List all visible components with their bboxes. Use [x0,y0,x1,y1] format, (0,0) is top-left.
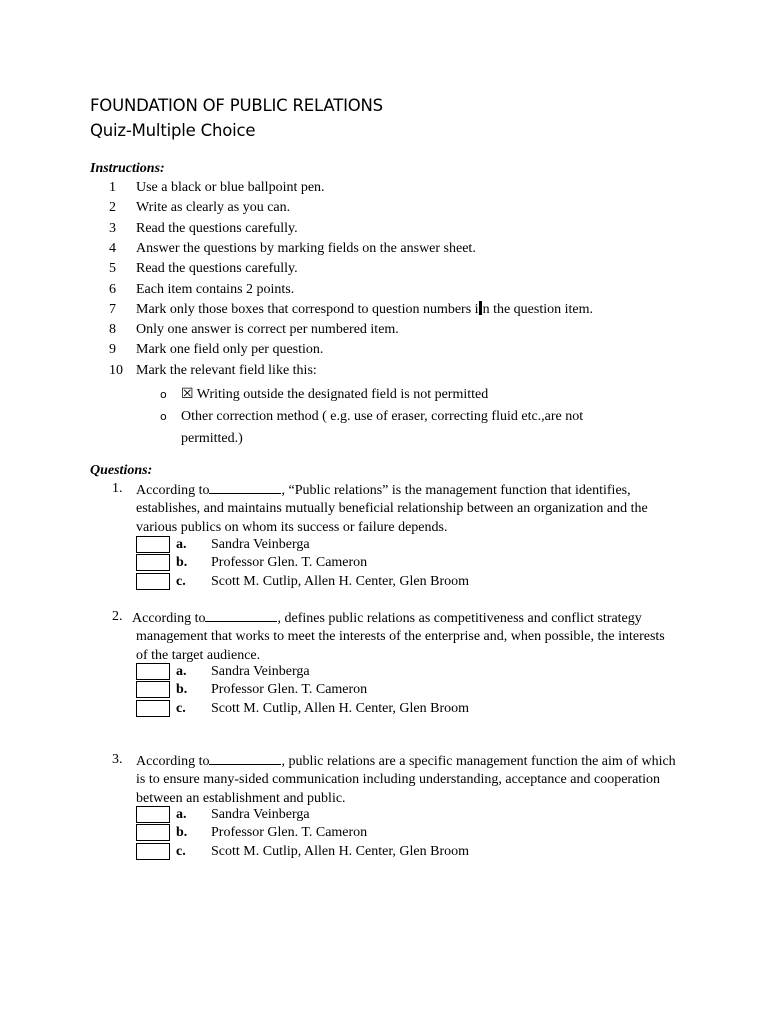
question-text [132,609,676,665]
instruction-text: Read the questions carefully. [136,261,298,277]
instruction-number: 3 [109,220,116,236]
sub-item-text: Other correction method ( e.g. use of eraser, correcting fluid etc.,are not permitted.) [181,409,584,446]
instruction-text: Mark the relevant field like this: [136,362,317,378]
question-prefix: According to [132,611,206,626]
answer-blank [209,481,281,494]
option-row[interactable] [136,536,536,554]
option-letter: a. [176,807,187,822]
option-letter: c. [176,573,186,589]
option-row[interactable] [136,700,536,718]
instruction-number: 8 [109,322,116,338]
question-number: 1. [112,481,123,496]
sub-item-text: ☒ Writing outside the designated field is not permitted [181,387,489,402]
question-body: , defines public relations as competitiveness and conflict strategy management that works to meet the interests of the enterprise and, when possible, the interests of the target audience. [136,611,665,663]
document-subtitle: Quiz-Multiple Choice [90,121,256,140]
instruction-text: Only one answer is correct per numbered item. [136,322,399,338]
instructions-heading: Instructions: [90,161,165,176]
answer-checkbox[interactable] [136,806,170,823]
option-letter: c. [176,843,186,859]
question-text [136,752,676,808]
question-text [136,481,676,537]
option-letter: a. [176,664,187,679]
text-cursor [479,301,482,315]
option-letter: b. [176,555,188,571]
option-row[interactable] [136,573,536,591]
answer-blank [209,752,281,765]
instruction-number: 7 [109,301,116,317]
instruction-text: Answer the questions by marking fields on the answer sheet. [136,240,476,256]
answer-blank [205,609,277,622]
instruction-text-part: n the question item. [482,301,593,317]
instruction-number: 5 [109,261,116,277]
answer-checkbox[interactable] [136,536,170,553]
instruction-text: Each item contains 2 points. [136,281,295,297]
answer-checkbox[interactable] [136,663,170,680]
option-row[interactable] [136,554,536,572]
instruction-text: Write as clearly as you can. [136,200,291,216]
question-body: , “Public relations” is the management function that identifies, establishes, and maintains mutually beneficial relationship between an organization and the various publics on whom its success or failure depends. [136,483,648,535]
option-text: Sandra Veinberga [211,537,310,552]
instruction-number: 4 [109,240,116,256]
option-letter: c. [176,700,186,716]
option-text: Scott M. Cutlip, Allen H. Center, Glen Broom [211,700,470,716]
answer-checkbox[interactable] [136,824,170,841]
option-text: Professor Glen. T. Cameron [211,825,368,841]
document-title: FOUNDATION OF PUBLIC RELATIONS [90,96,383,115]
option-row[interactable] [136,663,536,681]
answer-checkbox[interactable] [136,843,170,860]
question-body: , public relations are a specific management function the aim of which is to ensure many-sided communication including understanding, acceptance and cooperation between an establishment and public. [136,754,676,806]
option-letter: a. [176,537,187,552]
question-prefix: According to [136,754,210,769]
instruction-number: 9 [109,342,116,358]
option-row[interactable] [136,824,536,842]
instruction-text [136,300,593,320]
bullet-icon: o [160,410,167,423]
option-text: Professor Glen. T. Cameron [211,555,368,571]
option-row[interactable] [136,806,536,824]
instruction-text: Read the questions carefully. [136,220,298,236]
option-row[interactable] [136,681,536,699]
instruction-number: 2 [109,200,116,216]
question-prefix: According to [136,483,210,498]
answer-checkbox[interactable] [136,573,170,590]
question-number: 2. [112,609,123,624]
question-number: 3. [112,752,123,767]
answer-checkbox[interactable] [136,554,170,571]
instruction-number: 1 [109,180,116,195]
instruction-text-part: Mark only those boxes that correspond to question numbers i [136,301,479,317]
questions-heading: Questions: [90,463,153,478]
option-letter: b. [176,682,188,698]
instruction-text: Use a black or blue ballpoint pen. [136,180,325,195]
answer-checkbox[interactable] [136,700,170,717]
option-text: Professor Glen. T. Cameron [211,682,368,698]
bullet-icon: o [160,388,167,401]
instruction-number: 6 [109,281,116,297]
option-text: Scott M. Cutlip, Allen H. Center, Glen Broom [211,843,470,859]
option-text: Sandra Veinberga [211,664,310,679]
option-text: Sandra Veinberga [211,807,310,822]
answer-checkbox[interactable] [136,681,170,698]
option-row[interactable] [136,843,536,861]
instruction-text: Mark one field only per question. [136,342,324,358]
instruction-number: 10 [109,362,123,378]
option-letter: b. [176,825,188,841]
option-text: Scott M. Cutlip, Allen H. Center, Glen Broom [211,573,470,589]
